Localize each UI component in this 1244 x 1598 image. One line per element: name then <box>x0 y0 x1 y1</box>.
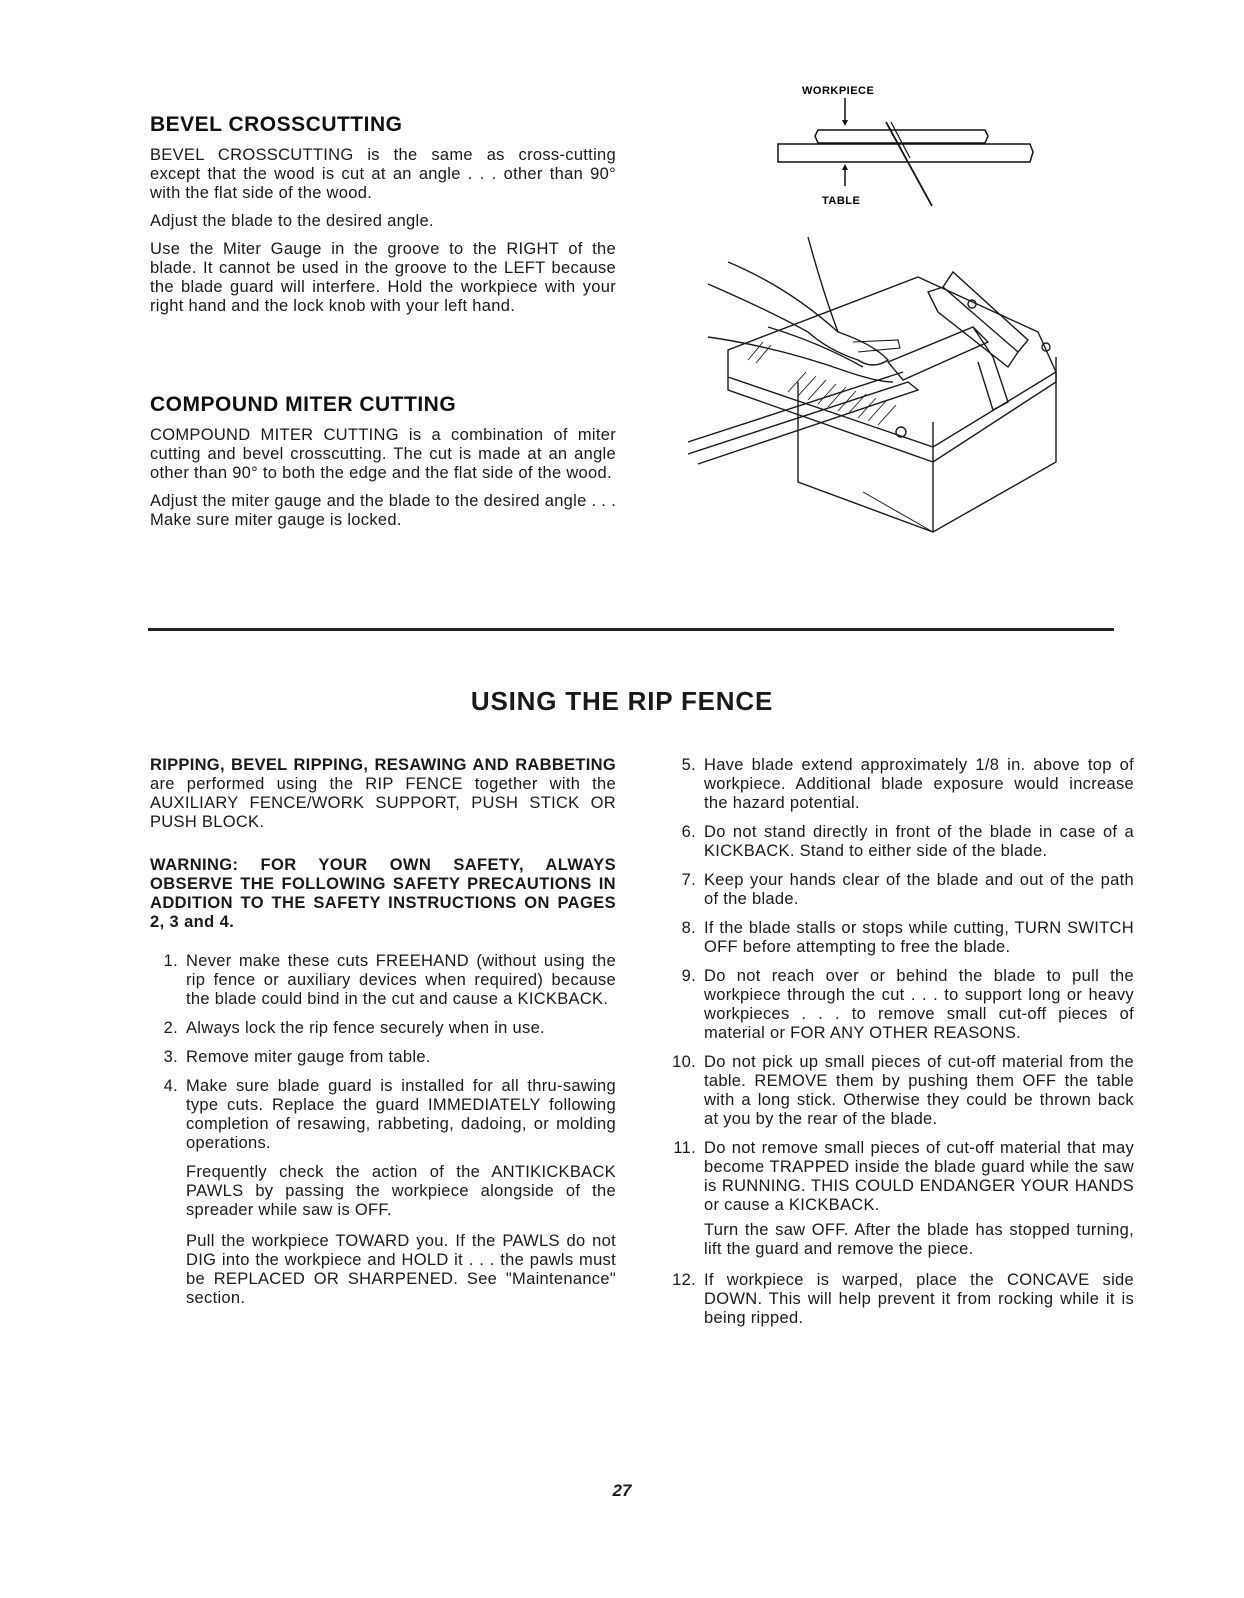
rip-intro <box>150 756 616 832</box>
list-item: 1. Never make these cuts FREEHAND (without using the rip fence or auxiliary devices when required) because the blade could bind in the cut and cause a KICKBACK. <box>163 952 616 1008</box>
bevel-paragraph-3: Use the Miter Gauge in the groove to the RIGHT of the blade. It cannot be used in the groove to the LEFT because the blade guard will interfere. Hold the workpiece with your right hand and the lock knob with your left hand. <box>150 240 616 315</box>
list-item: 11. Do not remove small pieces of cut-off material that may become TRAPPED inside the blade guard while the saw is RUNNING. THIS COULD ENDANGER YOUR HANDS or cause a KICKBACK. <box>673 1139 1134 1214</box>
list-item: 7. Keep your hands clear of the blade and out of the path of the blade. <box>681 871 1134 908</box>
diagram-label-workpiece: WORKPIECE <box>802 85 875 97</box>
rip-steps-right <box>668 756 1134 1215</box>
list-item: 10. Do not pick up small pieces of cut-off material from the table. REMOVE them by pushing them OFF the table with a long stick. Otherwise they could be thrown back at you by the rear of the blade. <box>672 1053 1134 1128</box>
list-item: 3. Remove miter gauge from table. <box>163 1048 431 1066</box>
compound-heading: COMPOUND MITER CUTTING <box>150 393 457 416</box>
rip-steps-right-end <box>668 1271 1134 1328</box>
diagram-label-table: TABLE <box>822 195 861 207</box>
list-item: 9. Do not reach over or behind the blade to pull the workpiece through the cut . . . to support long or heavy workpieces . . . to remove small cut-off pieces of material or FOR ANY OTHER REASONS. <box>681 967 1134 1042</box>
list-item: 12. If workpiece is warped, place the CONCAVE side DOWN. This will help prevent it from rocking while it is being ripped. <box>672 1271 1134 1327</box>
table-saw-illustration <box>688 232 1073 557</box>
bevel-paragraph-2: Adjust the blade to the desired angle. <box>150 212 434 230</box>
item-4-note-1: Frequently check the action of the ANTIKICKBACK PAWLS by passing the workpiece alongside of the spreader while saw is OFF. <box>186 1163 616 1219</box>
list-item: 5. Have blade extend approximately 1/8 in. above top of workpiece. Additional blade exposure would increase the hazard potential. <box>681 756 1134 812</box>
bevel-cut-diagram <box>760 78 1050 218</box>
rip-right-column <box>668 756 1134 1338</box>
compound-paragraph-1: COMPOUND MITER CUTTING is a combination of miter cutting and bevel crosscutting. The cut is made at an angle other than 90° to both the edge and the flat side of the wood. <box>150 426 616 482</box>
rip-fence-title: USING THE RIP FENCE <box>470 686 774 716</box>
page-number: 27 <box>612 1481 632 1500</box>
rip-steps-left <box>150 952 616 1153</box>
rip-intro-bold: RIPPING, BEVEL RIPPING, RESAWING AND RABBETING <box>150 756 616 774</box>
list-item: 4. Make sure blade guard is installed for all thru-sawing type cuts. Replace the guard IMMEDIATELY following completion of resawing, rabbeting, dadoing, or molding operations. <box>163 1077 616 1152</box>
rip-left-column <box>150 756 616 1320</box>
bevel-heading: BEVEL CROSSCUTTING <box>150 113 403 136</box>
list-item: 6. Do not stand directly in front of the blade in case of a KICKBACK. Stand to either side of the blade. <box>681 823 1134 860</box>
compound-miter-section <box>150 393 616 530</box>
bevel-crosscutting-section <box>150 113 616 316</box>
rip-intro-rest: are performed using the RIP FENCE together with the AUXILIARY FENCE/WORK SUPPORT, PUSH STICK OR PUSH BLOCK. <box>150 775 616 831</box>
list-item: 8. If the blade stalls or stops while cutting, TURN SWITCH OFF before attempting to free the blade. <box>681 919 1134 956</box>
item-4-note-2: Pull the workpiece TOWARD you. If the PAWLS do not DIG into the workpiece and HOLD it . . . the pawls must be REPLACED OR SHARPENED. See "Maintenance" section. <box>186 1232 616 1307</box>
compound-paragraph-2: Adjust the miter gauge and the blade to the desired angle . . . Make sure miter gauge is locked. <box>150 492 616 529</box>
section-divider <box>148 628 1114 631</box>
bevel-paragraph-1: BEVEL CROSSCUTTING is the same as cross-cutting except that the wood is cut at an angle . . . other than 90° with the flat side of the wood. <box>150 146 616 202</box>
list-item: 2. Always lock the rip fence securely when in use. <box>163 1019 545 1037</box>
item-11-note: Turn the saw OFF. After the blade has stopped turning, lift the guard and remove the piece. <box>704 1221 1134 1258</box>
safety-warning: WARNING: FOR YOUR OWN SAFETY, ALWAYS OBSERVE THE FOLLOWING SAFETY PRECAUTIONS IN ADDITION TO THE SAFETY INSTRUCTIONS ON PAGES 2, 3 and 4. <box>150 856 616 931</box>
